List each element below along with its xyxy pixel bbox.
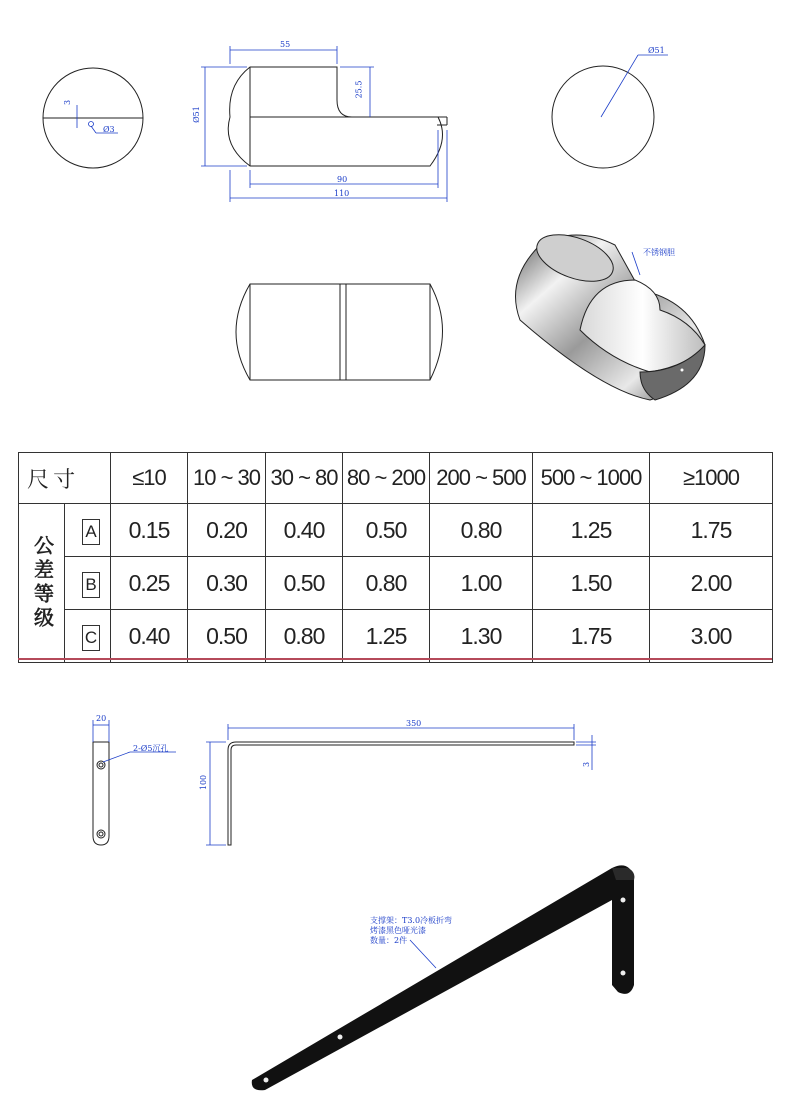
dim-thickness-3: 3: [582, 761, 592, 768]
header-cell: 200 ~ 500: [430, 453, 533, 504]
value-cell: 0.20: [188, 504, 266, 557]
dim-dia51-end: Ø51: [648, 46, 665, 55]
header-cell: 80 ~ 200: [343, 453, 430, 504]
side-label: 公差等级: [19, 504, 65, 663]
strip-view: [93, 742, 109, 845]
header-cell: ≥1000: [650, 453, 773, 504]
value-cell: 0.15: [111, 504, 188, 557]
dim-dia51-side: Ø51: [191, 106, 201, 123]
dim-90: 90: [337, 175, 348, 184]
l-bracket-view: [228, 742, 574, 845]
value-cell: 1.25: [343, 610, 430, 663]
dim-holes: 2-Ø5沉孔: [133, 744, 169, 753]
note-line: 烤漆黑色哑光漆: [370, 926, 426, 935]
grade-box: A: [82, 519, 100, 545]
dim-length-350: 350: [406, 719, 422, 728]
value-cell: 0.80: [343, 557, 430, 610]
value-cell: 0.25: [111, 557, 188, 610]
callout-stainless: 不锈钢胆: [643, 248, 675, 257]
header-cell: 30 ~ 80: [266, 453, 343, 504]
note-line: 数量：2件: [370, 936, 408, 945]
value-cell: 1.75: [533, 610, 650, 663]
dim-height-100: 100: [199, 774, 209, 791]
dim-3: 3: [63, 99, 73, 106]
value-cell: 1.00: [430, 557, 533, 610]
value-cell: 1.50: [533, 557, 650, 610]
dim-dia3: Ø3: [103, 125, 115, 134]
value-cell: 1.30: [430, 610, 533, 663]
value-cell: 0.80: [266, 610, 343, 663]
value-cell: 3.00: [650, 610, 773, 663]
dim-55: 55: [280, 40, 291, 49]
value-cell: 0.80: [430, 504, 533, 557]
header-cell: ≤10: [111, 453, 188, 504]
grade-box: C: [82, 625, 100, 651]
value-cell: 2.00: [650, 557, 773, 610]
dim-width-20: 20: [96, 714, 107, 723]
grade-box: B: [82, 572, 100, 598]
dim-110: 110: [334, 189, 350, 198]
dim-25-5: 25.5: [354, 80, 364, 99]
header-cell: 10 ~ 30: [188, 453, 266, 504]
value-cell: 0.50: [343, 504, 430, 557]
value-cell: 1.25: [533, 504, 650, 557]
value-cell: 0.50: [188, 610, 266, 663]
value-cell: 1.75: [650, 504, 773, 557]
header-size: 尺 寸: [19, 453, 111, 504]
bracket-note: [370, 916, 452, 946]
value-cell: 0.40: [266, 504, 343, 557]
value-cell: 0.30: [188, 557, 266, 610]
bracket-3d-view: [252, 865, 635, 1090]
header-cell: 500 ~ 1000: [533, 453, 650, 504]
value-cell: 0.40: [111, 610, 188, 663]
value-cell: 0.50: [266, 557, 343, 610]
note-line: 支撑架：T3.0冷板折弯: [370, 916, 453, 925]
